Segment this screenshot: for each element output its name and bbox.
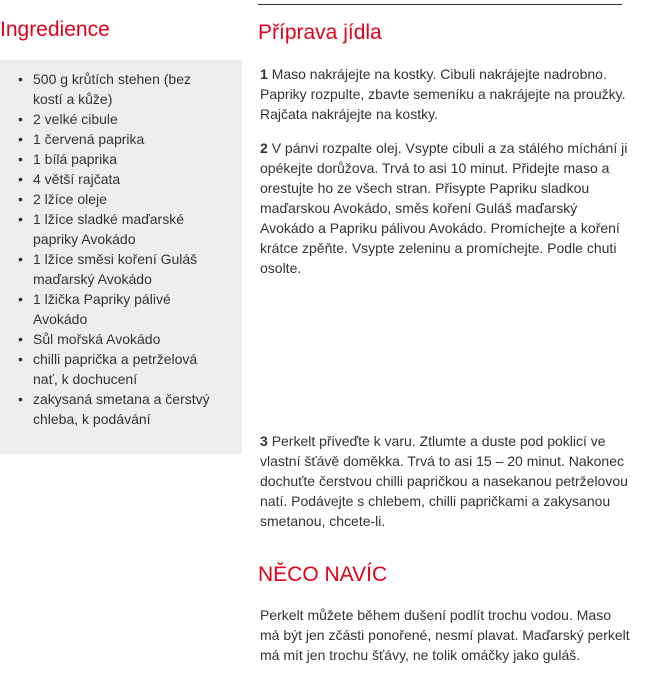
extra-heading: NĚCO NAVÍC — [258, 563, 388, 586]
list-item — [18, 169, 218, 189]
step-3 — [260, 431, 630, 531]
bullet-icon: • — [18, 291, 23, 307]
bullet-icon: • — [18, 111, 23, 127]
step-text: Maso nakrájejte na kostky. Cibuli nakrájejte nadrobno. Papriky rozpulte, zbavte semeníku a nakrájejte na proužky. Rajčata nakrájejte na kostky. — [260, 66, 626, 122]
ingredient-text: zakysaná smetana a čerstvý chleba, k podávání — [33, 391, 210, 427]
step-number: 3 — [260, 433, 268, 449]
step-1 — [260, 64, 630, 124]
ingredient-text: 1 lžíce směsi koření Guláš maďarský Avokádo — [33, 251, 198, 287]
top-divider — [258, 4, 622, 5]
ingredients-heading: Ingredience — [0, 18, 110, 41]
list-item — [18, 109, 218, 129]
bullet-icon: • — [18, 71, 23, 87]
ingredient-text: 4 větší rajčata — [33, 171, 121, 187]
bullet-icon: • — [18, 151, 23, 167]
list-item — [18, 149, 218, 169]
list-item — [18, 389, 218, 429]
list-item — [18, 189, 218, 209]
list-item — [18, 289, 218, 329]
extra-text: Perkelt můžete během dušení podlít trochu vodou. Maso má být jen zčásti ponořené, nesmí plavat. Maďarský perkelt má mít jen trochu šťávy, ne tolik omáčky jako guláš. — [260, 607, 630, 663]
bullet-icon: • — [18, 131, 23, 147]
ingredient-text: 1 lžíce sladké maďarské papriky Avokádo — [33, 211, 184, 247]
bullet-icon: • — [18, 191, 23, 207]
bullet-icon: • — [18, 171, 23, 187]
step-text: V pánvi rozpalte olej. Vsypte cibuli a za stálého míchání ji opékejte dorůžova. Trvá to asi 10 minut. Přidejte maso a orestujte ho ze všech stran. Přisypte Papriku sladkou maďarskou Avokádo, směs koření Guláš maďarský Avokádo a Papriku pálivou Avokádo. Promíchejte a koření krátce zpěňte. Vsypte zeleninu a promíchejte. Podle chuti osolte. — [260, 140, 628, 276]
list-item — [18, 249, 218, 289]
preparation-heading: Příprava jídla — [258, 21, 382, 44]
ingredient-text: 1 bílá paprika — [33, 151, 118, 167]
ingredients-list — [18, 69, 218, 429]
ingredient-text: Sůl mořská Avokádo — [33, 331, 161, 347]
step-number: 1 — [260, 66, 268, 82]
step-text: Perkelt přiveďte k varu. Ztlumte a duste pod poklicí ve vlastní šťávě doměkka. Trvá to asi 15 – 20 minut. Nakonec dochuťte čerstvou chilli papričkou a nasekanou petrželovou natí. Podávejte s chlebem, chilli papričkami a zakysanou smetanou, chcete-li. — [260, 433, 628, 529]
list-item — [18, 69, 218, 109]
bullet-icon: • — [18, 391, 23, 407]
ingredient-text: 2 lžíce oleje — [33, 191, 107, 207]
bullet-icon: • — [18, 211, 23, 227]
step-2 — [260, 138, 630, 278]
ingredient-text: 2 velké cibule — [33, 111, 118, 127]
list-item — [18, 349, 218, 389]
step-number: 2 — [260, 140, 268, 156]
ingredient-text: chilli paprička a petrželová nať, k dochucení — [33, 351, 198, 387]
bullet-icon: • — [18, 331, 23, 347]
bullet-icon: • — [18, 251, 23, 267]
ingredient-text: 1 červená paprika — [33, 131, 145, 147]
list-item — [18, 209, 218, 249]
list-item — [18, 329, 218, 349]
bullet-icon: • — [18, 351, 23, 367]
ingredient-text: 1 lžička Papriky pálivé Avokádo — [33, 291, 171, 327]
list-item — [18, 129, 218, 149]
ingredient-text: 500 g krůtích stehen (bez kostí a kůže) — [33, 71, 191, 107]
